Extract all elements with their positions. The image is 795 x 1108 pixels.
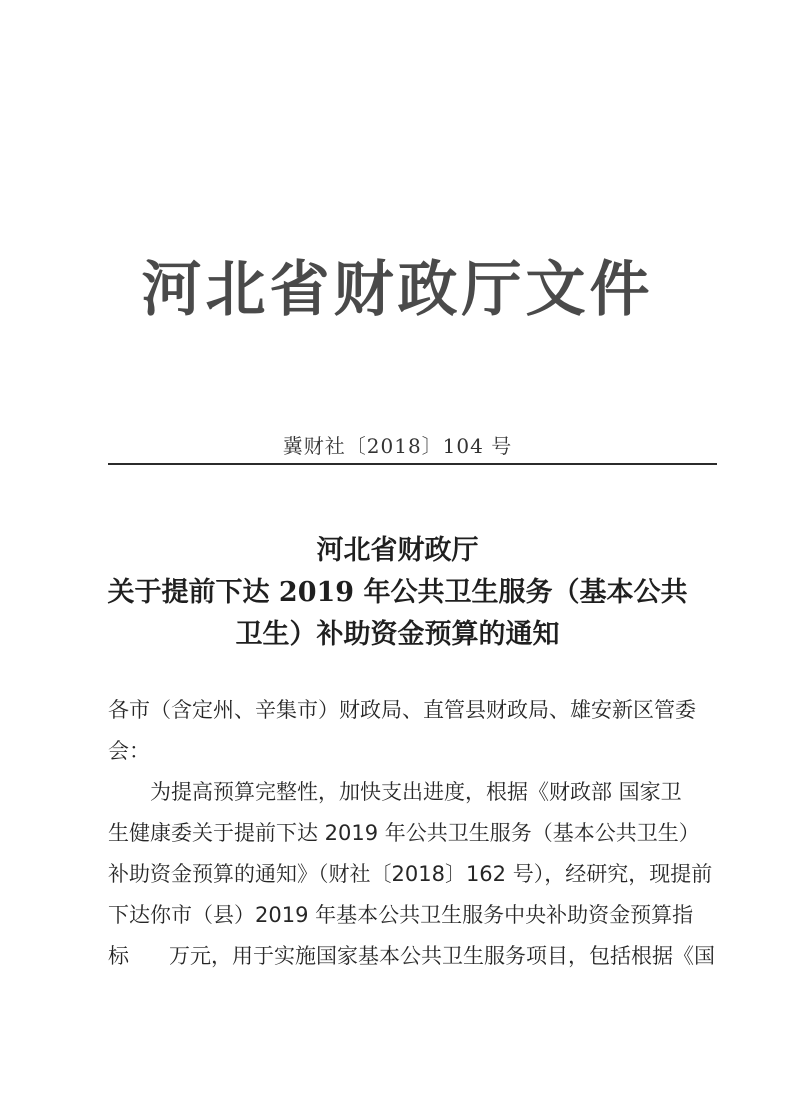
notice-title-line-3: 卫生）补助资金预算的通知 bbox=[235, 619, 560, 650]
notice-title-line-2: 关于提前下达 2019 年公共卫生服务（基本公共 bbox=[107, 577, 688, 608]
notice-body bbox=[108, 690, 715, 977]
body-line-7 bbox=[108, 936, 715, 977]
notice-title bbox=[0, 530, 795, 656]
body-line-7-end: 万元，用于实施国家基本公共卫生服务项目，包括根据《国 bbox=[169, 944, 715, 968]
notice-title-line-1: 河北省财政厅 bbox=[316, 535, 479, 566]
header-divider bbox=[108, 463, 717, 465]
body-line-5: 补助资金预算的通知》（财社〔2018〕162 号），经研究，现提前 bbox=[108, 862, 713, 886]
body-line-3: 为提高预算完整性，加快支出进度，根据《财政部 国家卫 bbox=[150, 780, 682, 804]
body-line-6: 下达你市（县）2019 年基本公共卫生服务中央补助资金预算指 bbox=[108, 903, 694, 927]
document-header-title: 河北省财政厅文件 bbox=[141, 255, 654, 325]
body-line-4: 生健康委关于提前下达 2019 年公共卫生服务（基本公共卫生） bbox=[108, 821, 700, 845]
body-line-7-start: 标 bbox=[108, 944, 129, 968]
document-number: 冀财社〔2018〕104 号 bbox=[282, 434, 513, 458]
body-line-1: 各市（含定州、辛集市）财政局、直管县财政局、雄安新区管委 bbox=[108, 698, 696, 722]
body-line-2: 会： bbox=[108, 739, 150, 763]
